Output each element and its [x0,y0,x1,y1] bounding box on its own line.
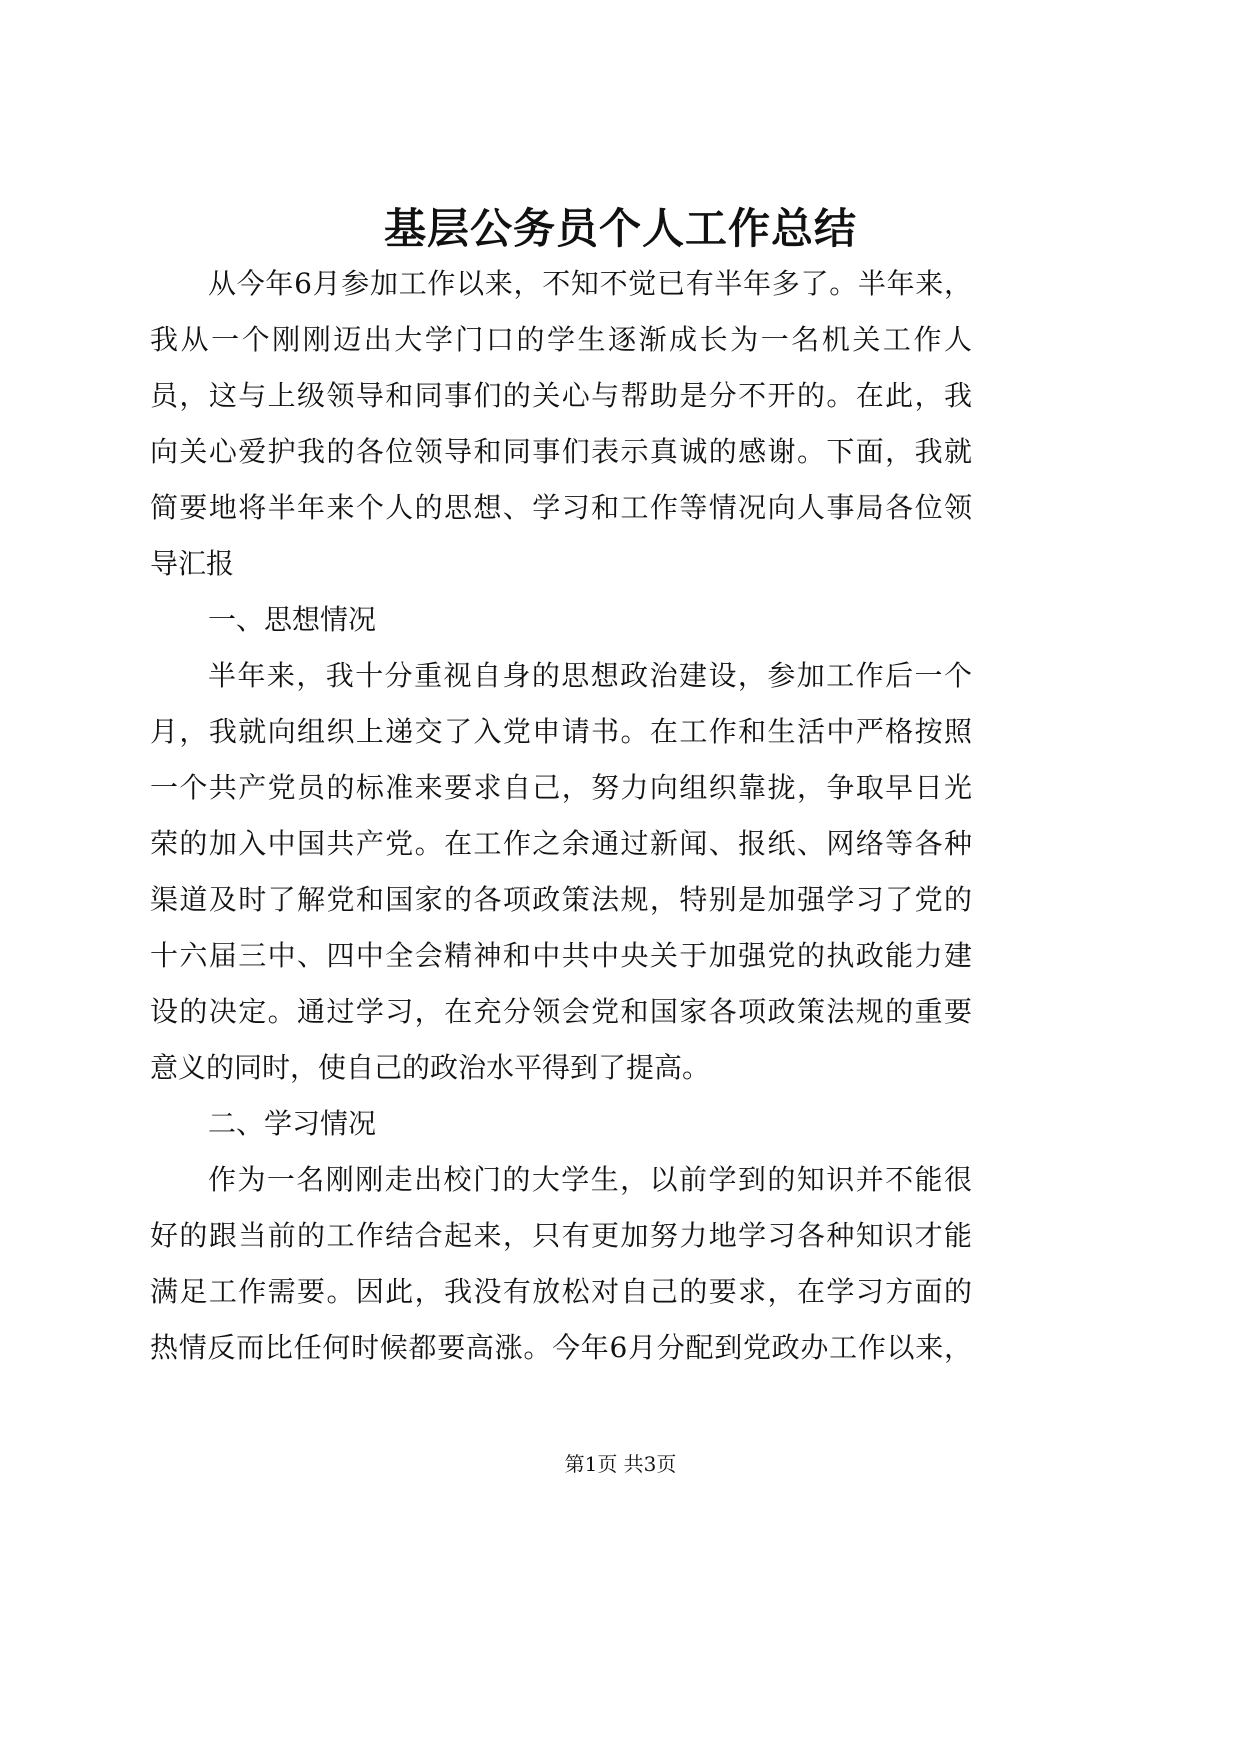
text-line: 半年来，我十分重视自身的思想政治建设，参加工作后一个 [208,659,972,692]
text-line: 一个共产党员的标准来要求自己，努力向组织靠拢，争取早日光 [150,771,972,804]
text-line: 渠道及时了解党和国家的各项政策法规，特别是加强学习了党的 [150,883,972,916]
text-line: 一、思想情况 [208,603,377,636]
text-line: 月，我就向组织上递交了入党申请书。在工作和生活中严格按照 [150,715,972,748]
text-line: 导汇报 [150,547,235,580]
page-footer: 第1页 共3页 [564,1452,677,1476]
section-heading [150,592,972,648]
text-line: 我从一个刚刚迈出大学门口的学生逐渐成长为一名机关工作人 [150,323,972,356]
text-line: 热情反而比任何时候都要高涨。今年6月分配到党政办工作以来， [150,1331,972,1364]
text-line: 从今年6月参加工作以来，不知不觉已有半年多了。半年来， [208,267,972,300]
text-line: 向关心爱护我的各位领导和同事们表示真诚的感谢。下面，我就 [150,435,972,468]
text-line: 二、学习情况 [208,1107,377,1140]
paragraph [150,1152,972,1376]
document-title: 基层公务员个人工作总结 [383,204,857,253]
paragraph [150,648,972,1096]
paragraph [150,256,972,592]
text-line: 荣的加入中国共产党。在工作之余通过新闻、报纸、网络等各种 [150,827,972,860]
document-body [150,256,972,1376]
text-line: 员，这与上级领导和同事们的关心与帮助是分不开的。在此，我 [150,379,972,412]
text-line: 意义的同时，使自己的政治水平得到了提高。 [150,1051,711,1084]
text-line: 满足工作需要。因此，我没有放松对自己的要求，在学习方面的 [150,1275,972,1308]
text-line: 设的决定。通过学习，在充分领会党和国家各项政策法规的重要 [150,995,972,1028]
text-line: 简要地将半年来个人的思想、学习和工作等情况向人事局各位领 [150,491,972,524]
text-line: 作为一名刚刚走出校门的大学生，以前学到的知识并不能很 [208,1163,972,1196]
text-line: 十六届三中、四中全会精神和中共中央关于加强党的执政能力建 [150,939,972,972]
section-heading [150,1096,972,1152]
text-line: 好的跟当前的工作结合起来，只有更加努力地学习各种知识才能 [150,1219,972,1252]
